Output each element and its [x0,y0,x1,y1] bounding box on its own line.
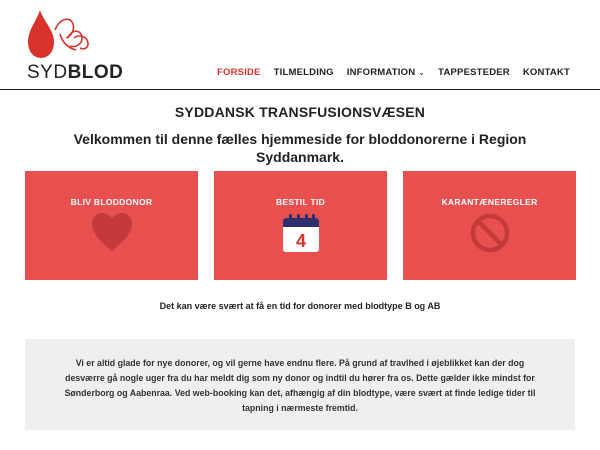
nav-label: INFORMATION [346,67,416,78]
calendar-icon [279,211,323,255]
info-box [25,339,575,430]
nav-label: TILMELDING [273,67,334,78]
card-label: BESTIL TID [275,197,326,207]
chevron-down-icon: ⌄ [418,68,426,77]
card-label: KARANTÆNEREGLER [441,197,538,207]
main-nav [217,67,570,78]
card-bliv-bloddonor[interactable] [25,171,198,280]
card-karantaeneregler[interactable] [403,171,576,280]
info-text: Vi er altid glade for nye donorer, og vil gerne have endnu flere. På grund af travlhed i øjeblikket kan der dog desværre gå nogle uger fra du har meldt dig som ny donor og indtil du hører fra os. Dette gælder ikke mindst for Sønderborg og Aabenraa. Ved web-booking kan det, afhængig af din blodtype, være svært at finde ledige tider til tapning i nærmeste fremtid. [64,358,536,413]
nav-label: FORSIDE [217,67,261,78]
nav-item-information[interactable] [347,67,425,78]
page-title: SYDDANSK TRANSFUSIONSVÆSEN [174,104,426,120]
nav-item-kontakt[interactable] [523,67,570,78]
availability-notice: Det kan være svært at få en tid for donorer med blodtype B og AB [159,301,441,311]
nav-label: KONTAKT [522,67,570,78]
logo-text-thin: SYD [27,62,68,83]
blood-drop-logo-icon [24,8,108,68]
logo-text-bold: BLOD [67,62,124,83]
site-header [0,0,600,90]
nav-label: TAPPESTEDER [438,67,510,78]
page-subtitle: Velkommen til denne fælles hjemmeside for bloddonorerne i Region Syddanmark. [73,131,527,165]
prohibited-icon [468,211,512,255]
logo-wordmark [27,62,123,84]
card-label: BLIV BLODDONOR [70,197,153,207]
calendar-day: 4 [295,231,306,251]
heart-icon [90,211,134,255]
nav-item-forside[interactable] [217,67,261,78]
card-bestil-tid[interactable] [214,171,387,280]
nav-item-tappesteder[interactable] [438,67,510,78]
nav-item-tilmelding[interactable] [274,67,334,78]
